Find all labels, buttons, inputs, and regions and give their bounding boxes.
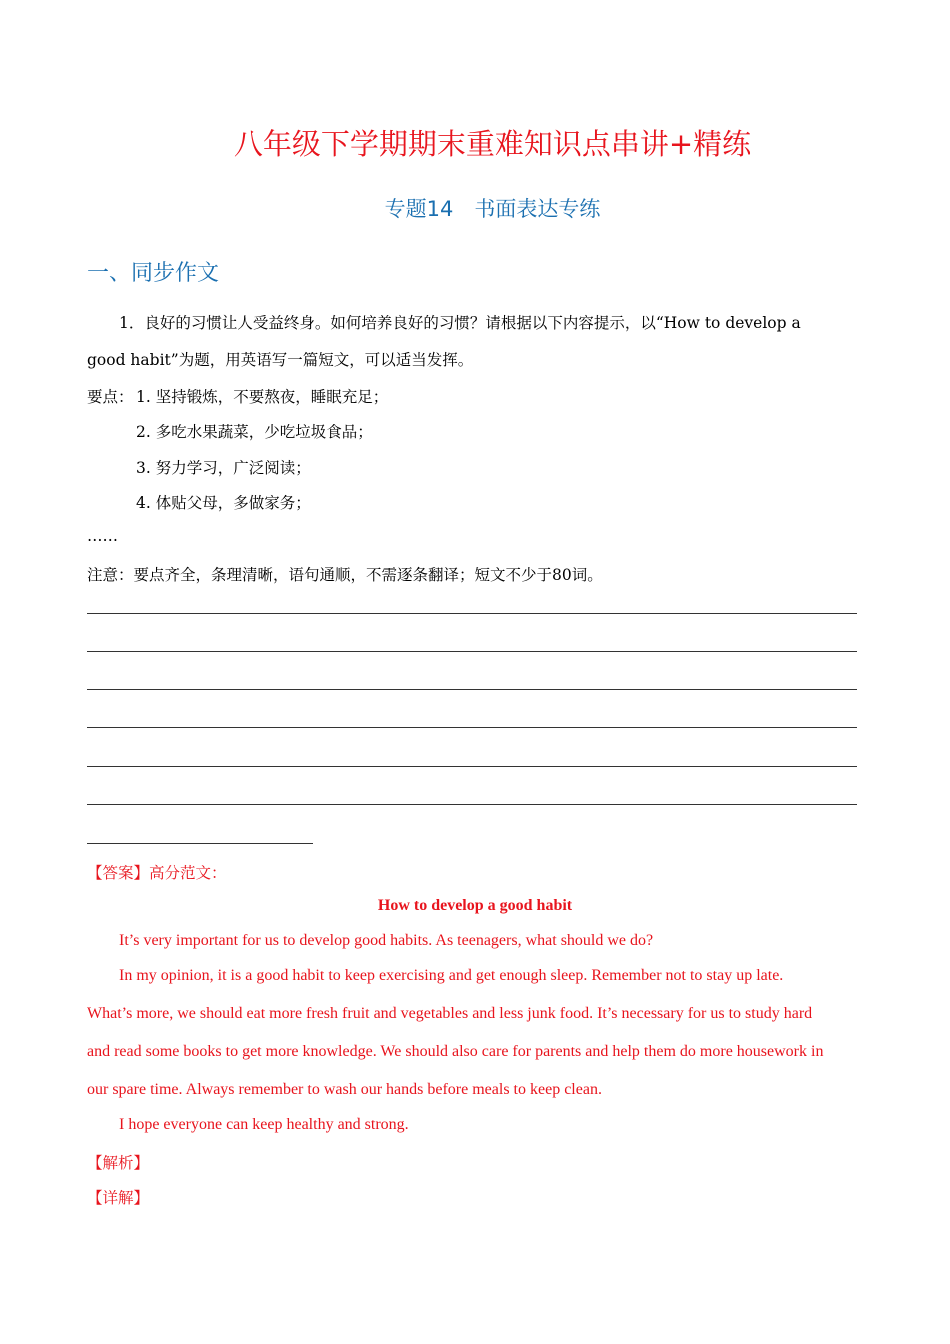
answer-line-short xyxy=(87,843,313,844)
ellipsis: …… xyxy=(87,527,118,545)
question-line-2: good habit”为题，用英语写一篇短文，可以适当发挥。 xyxy=(87,351,474,369)
point-item: 3. 努力学习，广泛阅读； xyxy=(136,459,311,477)
analysis-label: 【解析】 xyxy=(87,1154,150,1172)
essay-paragraph-3: I hope everyone can keep healthy and strong. xyxy=(119,1116,409,1133)
point-item: 2. 多吃水果蔬菜，少吃垃圾食品； xyxy=(136,423,373,441)
essay-title: How to develop a good habit xyxy=(377,897,573,914)
essay-paragraph-2-line: and read some books to get more knowledge. We should also care for parents and help them do more housework in xyxy=(87,1043,824,1060)
answer-label: 【答案】高分范文： xyxy=(87,864,227,882)
point-item: 4. 体贴父母，多做家务； xyxy=(136,494,311,512)
question-line-1: 1．良好的习惯让人受益终身。如何培养良好的习惯？请根据以下内容提示，以“How to develop a xyxy=(119,314,801,332)
answer-line xyxy=(87,613,857,614)
essay-paragraph-1: It’s very important for us to develop good habits. As teenagers, what should we do? xyxy=(119,932,654,949)
note-text: 注意：要点齐全，条理清晰，语句通顺，不需逐条翻译；短文不少于80词。 xyxy=(87,566,603,584)
answer-line xyxy=(87,727,857,728)
page-subtitle: 专题14 书面表达专练 xyxy=(384,197,601,221)
section-heading: 一、同步作文 xyxy=(87,261,220,286)
answer-line xyxy=(87,689,857,690)
essay-paragraph-2-line: In my opinion, it is a good habit to keep exercising and get enough sleep. Remember not to stay up late. xyxy=(119,967,784,984)
points-label: 要点： xyxy=(87,388,134,406)
answer-line xyxy=(87,651,857,652)
essay-paragraph-2-line: our spare time. Always remember to wash our hands before meals to keep clean. xyxy=(87,1081,602,1098)
detail-label: 【详解】 xyxy=(87,1189,150,1207)
page-title: 八年级下学期期末重难知识点串讲+精练 xyxy=(233,127,752,161)
essay-paragraph-2-line: What’s more, we should eat more fresh fruit and vegetables and less junk food. It’s necessary for us to study hard xyxy=(87,1005,813,1022)
point-item: 1. 坚持锻炼，不要熬夜，睡眠充足； xyxy=(136,388,389,406)
answer-line xyxy=(87,804,857,805)
answer-line xyxy=(87,766,857,767)
